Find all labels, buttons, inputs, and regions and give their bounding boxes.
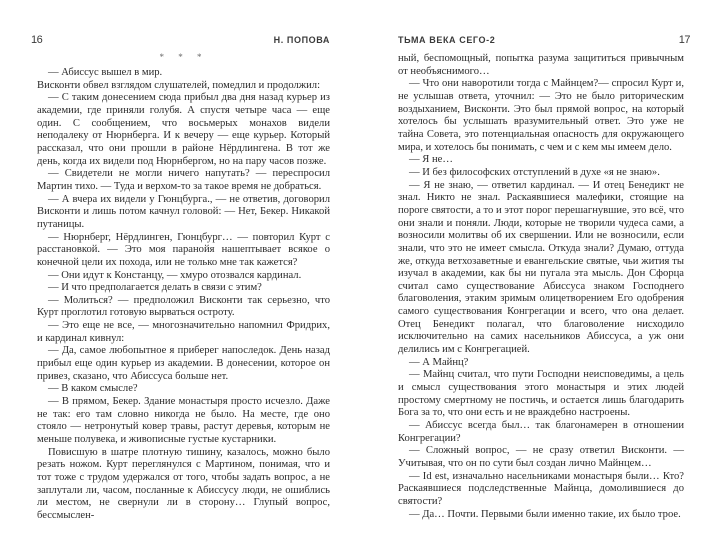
paragraph: — В прямом, Бекер. Здание монастыря просто исчезло. Даже не так: его там словно никогда не было. На месте, где оно стояло — нетронутый ковер травы, растут деревья, которым не меньше полувека, и живописные густые кустарники.	[37, 396, 330, 446]
page-number: 16	[31, 34, 43, 46]
paragraph: — Они идут к Констанцу, — хмуро отозвался кардинал.	[48, 269, 302, 281]
paragraph: — Что они наворотили тогда с Майнцем?— спросил Курт и, не услышав ответа, уточнил: — Это не было риторическим воздыханием, Висконти. Это был прямой вопрос, на который хотелось бы услышать вразумительный ответ. Это уже не тайна Совета, это потенциальная опасность для окружающего мира, и хотелось бы понимать, с чем и с кем мы имеем дело.	[398, 78, 684, 153]
paragraph: Висконти обвел взглядом слушателей, помедлил и продолжил:	[37, 79, 321, 91]
page-body	[37, 67, 330, 523]
page-number: 17	[678, 34, 690, 46]
paragraph: — Молиться? — предположил Висконти так серьезно, что Курт проглотил готовую вырваться остроту.	[37, 294, 330, 319]
paragraph: Повисшую в шатре плотную тишину, казалось, можно было резать ножом. Курт переглянулся с Мартином, понимая, что и тот тоже с трудом удержался от того, чтобы задать вопрос, а не заплутали ли, часом, посланные к Абиссусу люди, не ошиблись ли местом, не свернули ли в сторону… Глупый вопрос, бессмыслен-	[37, 446, 330, 521]
paragraph: — Абиссус всегда был… так благонамерен в отношении Конгрегации?	[398, 420, 684, 444]
paragraph: — Это еще не все, — многозначительно напомнил Фридрих, и кардинал кивнул:	[37, 320, 330, 344]
paragraph: — И без философских отступлений в духе «я не знаю».	[409, 166, 660, 178]
paragraph: — А Майнц?	[409, 356, 469, 368]
paragraph: — И что предполагается делать в связи с этим?	[48, 282, 262, 294]
running-head	[31, 34, 330, 48]
paragraph: — Абиссус вышел в мир.	[48, 67, 163, 78]
paragraph: — Нюрнберг, Нёрдлинген, Гюнцбург… — повторил Курт с расстановкой. — Это моя паранойя нашептывает всякое о конечной цели их похода, или не только мне так кажется?	[37, 231, 330, 268]
left-page	[31, 0, 330, 540]
page-body	[398, 53, 684, 521]
paragraph: — Да, самое любопытное я приберег напоследок. День назад прибыл еще один курьер из академии. В донесении, которое он привез, сказано, что Абиссуса больше нет.	[37, 345, 330, 382]
paragraph: — Я не знаю, — ответил кардинал. — И отец Бенедикт не знал. Никто не знал. Раскаявшиеся малефики, стоящие на пороге святости, а то и этот порог перешагнувшие, это всё, что они знали и поняли. Люди, которые не творили чудеса сами, а возносили молитвы об их свершении. Или не возносили, если знали, что это не имеет смысла. Откуда знали? Думаю, оттуда же, откуда ветхозаветные и евангельские святые, чьи жития ты изучал в академии, как бы ни пугала эта мысль. Дон Сфорца считал само существование Абиссуса знаком Господнего благоволения, этаким зримым олицетворением Его одобрения самого существования Конгрегации и всего, что она делает. Отец Бенедикт полагал, что благоволение нисходило исключительно на самих насельников Абиссуса, а уж они делились им с Конгрегацией.	[398, 179, 684, 356]
running-head	[398, 34, 690, 48]
section-break: * * *	[159, 52, 208, 62]
paragraph: — Я не…	[409, 154, 453, 166]
book-title: ТЬМА ВЕКА СЕГО-2	[398, 35, 496, 45]
paragraph: — С таким донесением сюда прибыл два дня назад курьер из академии, где приняли голубя. А спустя четыре часа — еще один. С сообщением, что восьмерых монахов видели неподалеку от Нюрнберга. И к вечеру — еще курьер. Который рассказал, что они прошли в районе Нёрдлингена. В тот же день, когда их видели под Нюрнбергом, но на пару часов позже.	[37, 92, 330, 167]
paragraph: — В каком смысле?	[48, 383, 138, 395]
right-page	[398, 0, 690, 540]
author-name: Н. ПОПОВА	[273, 35, 330, 45]
paragraph: — Майнц считал, что пути Господни неисповедимы, а цель и смысл существования этого монастыря и этих людей простому смертному не постичь, и остается лишь благодарить Бога за то, что они есть и не враждебно настроены.	[398, 369, 684, 419]
paragraph: — Свидетели не могли ничего напутать? — переспросил Мартин тихо. — Туда и верхом-то за такое время не добраться.	[37, 168, 330, 192]
paragraph: ный, беспомощный, попытка разума защититься привычным от необъяснимого…	[398, 53, 684, 77]
paragraph: — Да… Почти. Первыми были именно такие, их было трое.	[409, 508, 681, 520]
paragraph: — Id est, изначально насельниками монастыря были… Кто? Раскаявшиеся подследственные Майнца, домолившиеся до святости?	[398, 470, 684, 507]
paragraph: — Сложный вопрос, — не сразу ответил Висконти. — Учитывая, что он по сути был создан лично Майнцем…	[398, 445, 684, 469]
paragraph: — А вчера их видели у Гюнцбурга., — не ответив, договорил Висконти и лишь потом качнул головой: — Нет, Бекер. Никакой путаницы.	[37, 193, 330, 230]
